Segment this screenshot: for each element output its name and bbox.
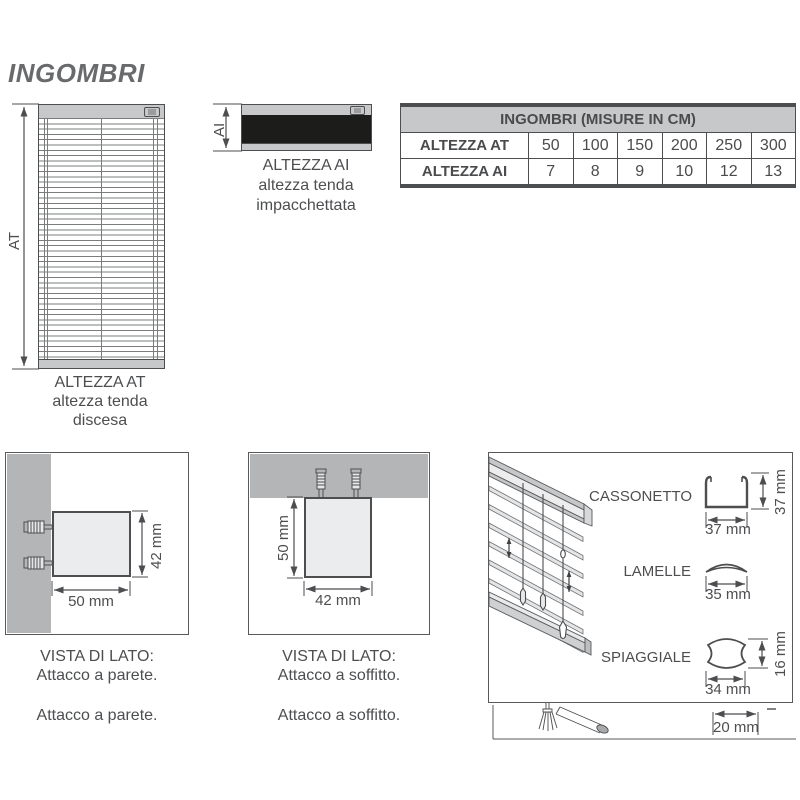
cassonetto-profile	[706, 477, 747, 507]
blind-bottom-rail	[39, 359, 164, 368]
cord-tassel	[541, 593, 546, 610]
table-title: INGOMBRI (MISURE IN CM)	[401, 105, 796, 133]
ai-caption-line: impacchettata	[256, 197, 356, 214]
cord-tassel-3d	[539, 703, 557, 731]
wall-mount-height-dim: 42 mm	[148, 523, 165, 569]
ceiling-mount-height-dim: 50 mm	[275, 515, 292, 561]
wand-hook	[561, 550, 566, 558]
venetian-blind-dropped	[38, 104, 165, 369]
caption-line: Attacco a parete.	[36, 667, 158, 684]
blind-slats	[39, 118, 164, 360]
spiaggiale-width-dim: 34 mm	[705, 681, 751, 698]
at-caption-line: ALTEZZA AT	[54, 374, 146, 391]
wall-mount-panel	[5, 452, 189, 635]
table-row	[401, 159, 796, 187]
at-caption-line: discesa	[72, 412, 128, 429]
ladder-cord	[157, 118, 158, 360]
row-label: ALTEZZA AI	[401, 159, 529, 187]
table-cell: 10	[662, 159, 707, 187]
ceiling-mount-note: Attacco a soffitto.	[277, 707, 401, 724]
table-cell: 300	[751, 133, 796, 159]
ceiling-anchor-screw	[316, 469, 326, 497]
headrail-latch	[350, 106, 365, 115]
cassonetto-height-dim: 37 mm	[772, 469, 789, 515]
table-cell: 9	[618, 159, 663, 187]
spiaggiale-height-dim: 16 mm	[772, 631, 789, 677]
lamelle-profile	[706, 565, 747, 573]
table-cell: 150	[618, 133, 663, 159]
spiaggiale-label: SPIAGGIALE	[600, 649, 691, 666]
table-row	[401, 133, 796, 159]
components-panel	[488, 452, 793, 703]
spiaggiale-profile	[708, 639, 745, 668]
lamelle-label: LAMELLE	[623, 563, 691, 580]
table-cell: 8	[573, 159, 618, 187]
table-cell: 200	[662, 133, 707, 159]
ai-caption-line: ALTEZZA AI	[262, 157, 350, 174]
table-cell: 7	[529, 159, 574, 187]
venetian-blind-packed	[241, 104, 372, 151]
blind-bottom-rail	[242, 143, 371, 150]
table-cell: 13	[751, 159, 796, 187]
ceiling-mount-caption	[248, 647, 430, 685]
ladder-cord	[44, 118, 45, 360]
ceiling-mount-panel	[248, 452, 430, 635]
row-label: ALTEZZA AT	[401, 133, 529, 159]
ingombri-table	[400, 103, 796, 188]
cord-tassel	[521, 588, 526, 605]
table-cell: 250	[707, 133, 752, 159]
lamelle-width-dim: 35 mm	[705, 586, 751, 603]
wall-anchor-screw	[24, 557, 52, 569]
packed-slats-stack	[242, 115, 371, 144]
ladder-cord	[153, 118, 154, 360]
cassonetto-width-dim: 37 mm	[705, 521, 751, 538]
at-caption-line: altezza tenda	[52, 393, 148, 410]
headrail-latch	[144, 107, 160, 117]
caption-line: VISTA DI LATO:	[40, 648, 154, 665]
caption-line: Attacco a soffitto.	[277, 667, 401, 684]
wand-rod-3d	[556, 707, 609, 735]
ladder-cord	[47, 118, 48, 360]
at-axis-label: AT	[6, 231, 23, 250]
page-title: INGOMBRI	[8, 58, 145, 88]
ladder-cord	[101, 118, 102, 360]
wall-mount-width-dim: 50 mm	[68, 593, 114, 610]
cassonetto-label: CASSONETTO	[589, 488, 693, 505]
caption-line: VISTA DI LATO:	[282, 648, 396, 665]
wall-mount-caption	[5, 647, 189, 685]
at-caption	[20, 373, 180, 430]
table-cell: 50	[529, 133, 574, 159]
table-cell: 100	[573, 133, 618, 159]
ai-caption	[235, 156, 377, 216]
blind-headrail	[39, 105, 164, 119]
wall-anchor-screw	[24, 521, 52, 533]
ai-caption-line: altezza tenda	[258, 177, 354, 194]
ai-axis-label: AI	[211, 122, 228, 137]
table-cell: 12	[707, 159, 752, 187]
ceiling-anchor-screw	[351, 469, 361, 497]
wall-mount-note: Attacco a parete.	[36, 707, 158, 724]
ceiling-mount-width-dim: 42 mm	[315, 592, 361, 609]
wand-width-dim: 20 mm	[713, 719, 759, 736]
